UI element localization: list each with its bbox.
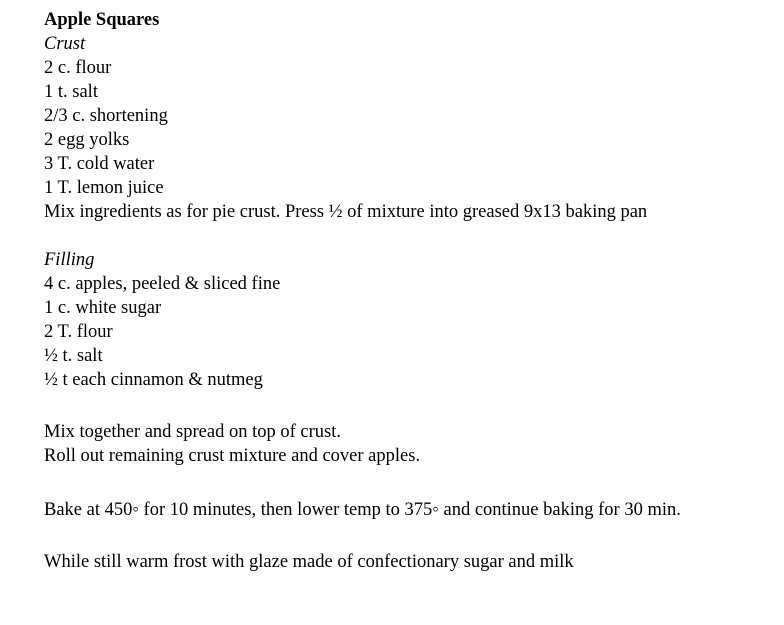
assembly-step: Mix together and spread on top of crust. [44, 422, 341, 442]
crust-ingredient: 1 T. lemon juice [44, 178, 164, 198]
recipe-document [44, 8, 779, 574]
filling-heading: Filling [44, 250, 95, 270]
crust-instruction: Mix ingredients as for pie crust. Press ½ of mixture into greased 9x13 baking pan [44, 202, 648, 222]
filling-ingredient: ½ t. salt [44, 346, 103, 366]
crust-ingredient: 3 T. cold water [44, 154, 155, 174]
crust-heading: Crust [44, 34, 86, 54]
bake-instruction: Bake at 450◦ for 10 minutes, then lower temp to 375◦ and continue baking for 30 min. [44, 500, 681, 520]
glaze-instruction: While still warm frost with glaze made of confectionary sugar and milk [44, 552, 574, 572]
filling-ingredient: 4 c. apples, peeled & sliced fine [44, 274, 281, 294]
filling-ingredient: 2 T. flour [44, 322, 113, 342]
crust-ingredient: 1 t. salt [44, 82, 98, 102]
crust-ingredient: 2 c. flour [44, 58, 112, 78]
recipe-title: Apple Squares [44, 10, 160, 30]
filling-ingredient: ½ t each cinnamon & nutmeg [44, 370, 263, 390]
assembly-step: Roll out remaining crust mixture and cover apples. [44, 446, 421, 466]
crust-ingredient: 2 egg yolks [44, 130, 130, 150]
filling-ingredient: 1 c. white sugar [44, 298, 162, 318]
crust-ingredient: 2/3 c. shortening [44, 106, 168, 126]
